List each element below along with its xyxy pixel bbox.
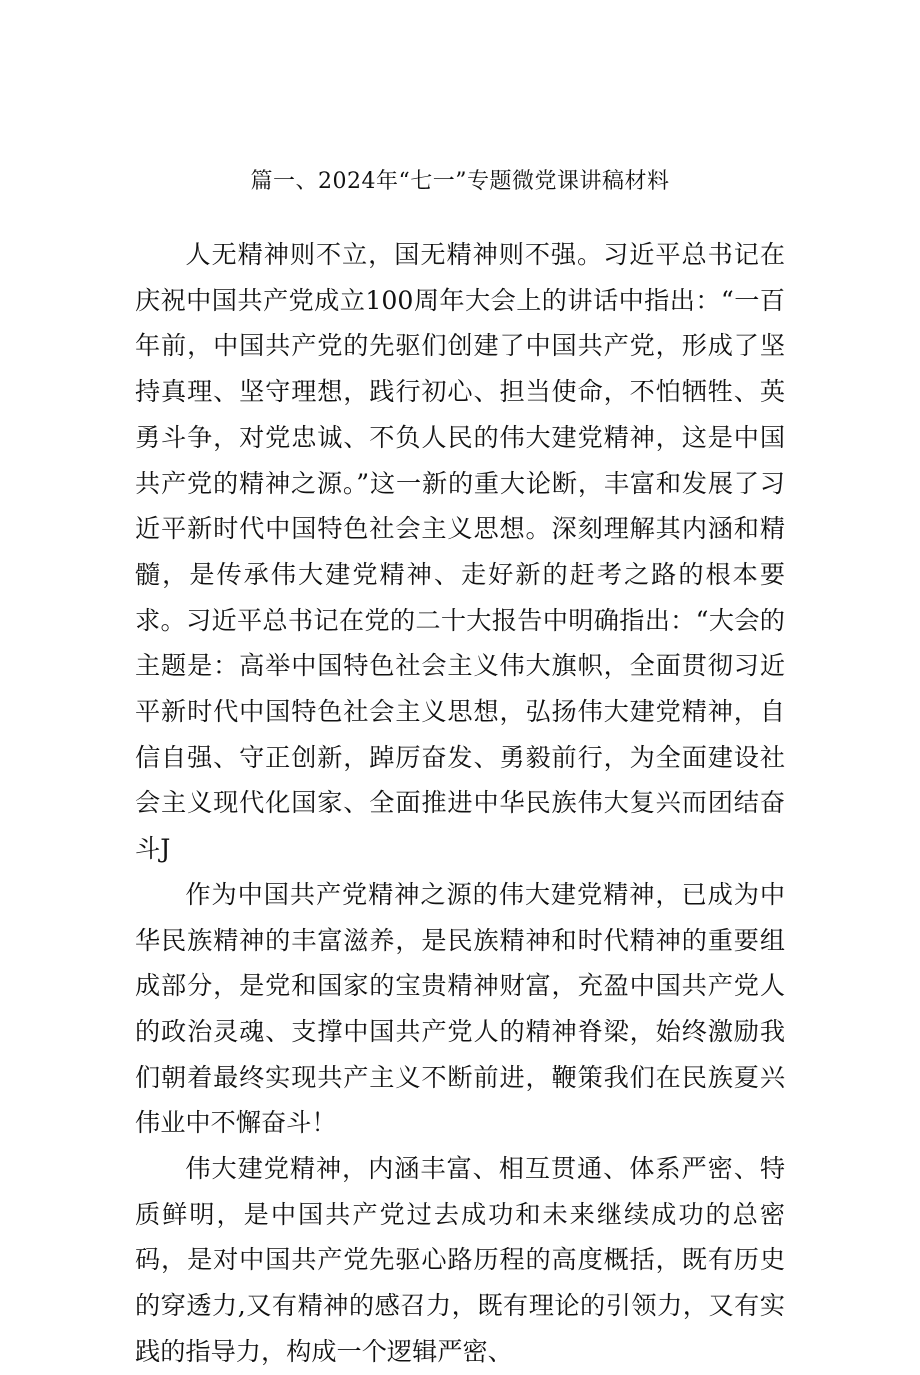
document-title: 篇一、2024年“七一”专题微党课讲稿材料 xyxy=(250,169,670,194)
paragraph-1: 人无精神则不立，国无精神则不强。习近平总书记在庆祝中国共产党成立100周年大会上的讲话中指出：“一百年前，中国共产党的先驱们创建了中国共产党，形成了坚持真理、坚守理想，践行初心、担当使命，不怕牺牲、英勇斗争，对党忠诚、不负人民的伟大建党精神，这是中国共产党的精神之源。”这一新的重大论断，丰富和发展了习近平新时代中国特色社会主义思想。深刻理解其内涵和精髓，是传承伟大建党精神、走好新的赶考之路的根本要求。习近平总书记在党的二十大报告中明确指出：“大会的主题是：高举中国特色社会主义伟大旗帜，全面贯彻习近平新时代中国特色社会主义思想，弘扬伟大建党精神，自信自强、守正创新，踔厉奋发、勇毅前行，为全面建设社会主义现代化国家、全面推进中华民族伟大复兴而团结奋斗J xyxy=(135,240,785,864)
paragraph-2: 作为中国共产党精神之源的伟大建党精神，已成为中华民族精神的丰富滋养，是民族精神和时代精神的重要组成部分，是党和国家的宝贵精神财富，充盈中国共产党人的政治灵魂、支撑中国共产党人的精神脊梁，始终激励我们朝着最终实现共产主义不断前进，鞭策我们在民族夏兴伟业中不懈奋斗！ xyxy=(135,879,785,1138)
paragraph-3: 伟大建党精神，内涵丰富、相互贯通、体系严密、特质鲜明，是中国共产党过去成功和未来继续成功的总密码，是对中国共产党先驱心路历程的高度概括，既有历史的穿透力,又有精神的感召力，既有理论的引领力，又有实践的指导力，构成一个逻辑严密、 xyxy=(135,1154,785,1366)
document-body xyxy=(135,232,785,1375)
